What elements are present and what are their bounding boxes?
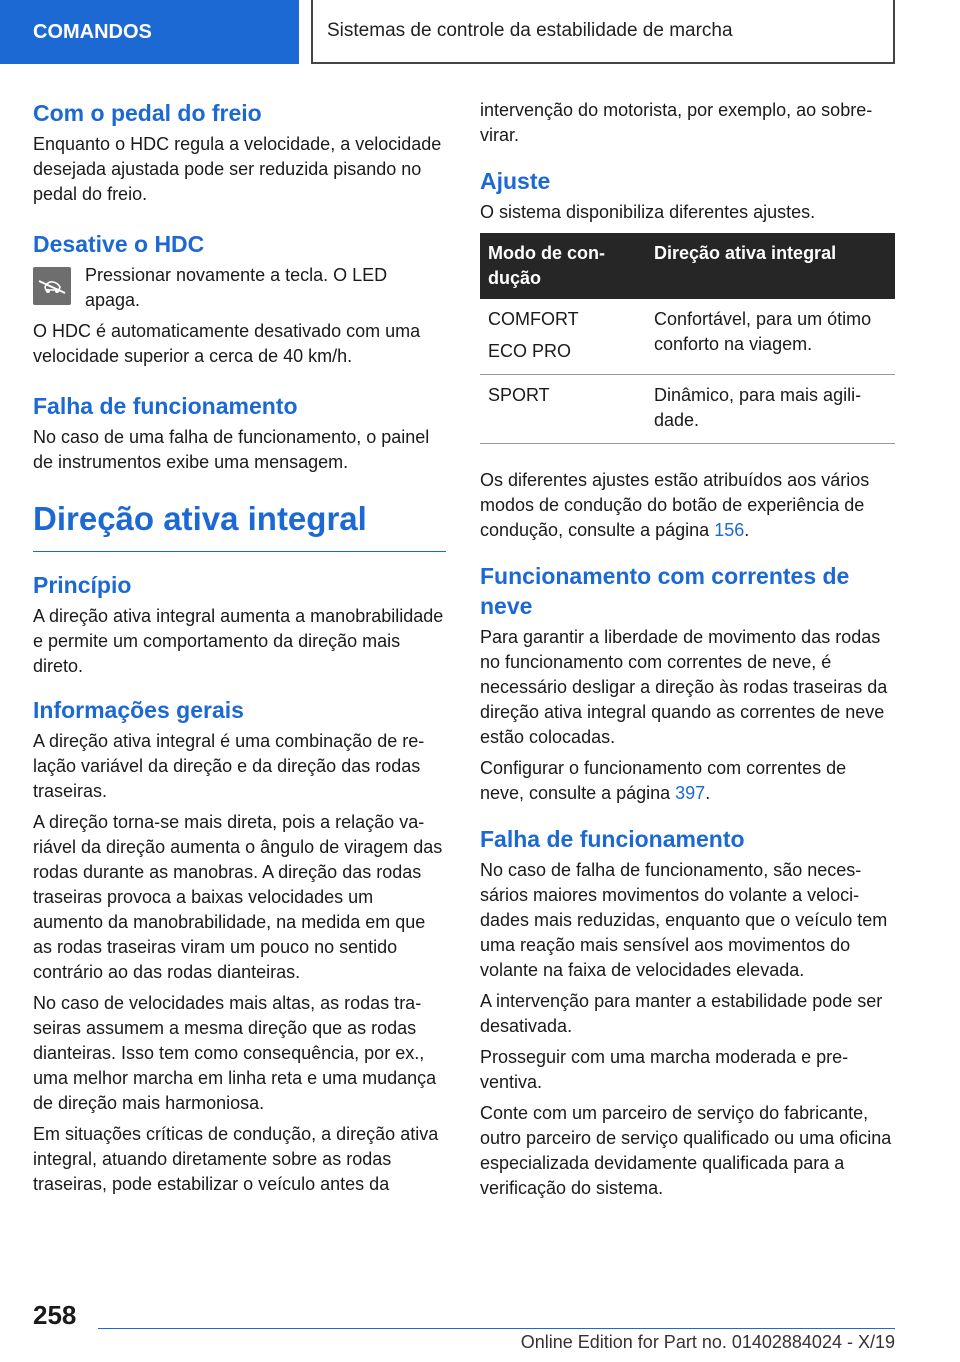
- page-link-156[interactable]: 156: [714, 520, 745, 540]
- table-header: Direção ativa integral: [646, 233, 895, 299]
- table-row: [480, 299, 895, 375]
- mode-label: COMFORT: [488, 309, 579, 329]
- heading-malfunction: Falha de funcionamento: [33, 393, 298, 419]
- paragraph: Enquanto o HDC regula a velocidade, a velocidade desejada ajustada pode ser reduzida pisando no pedal do freio.: [33, 134, 442, 204]
- heading-brake-pedal: Com o pedal do freio: [33, 100, 262, 126]
- text: Configurar o funcionamento com correntes de neve, consulte a página: [480, 758, 847, 803]
- text: Os diferentes ajustes estão atribuídos aos vários modos de condução do botão de experiência de condução, consulte a página: [480, 470, 870, 540]
- heading-malfunction-2: Falha de funcionamento: [480, 826, 745, 852]
- chapter-title: Sistemas de controle da estabilidade de marcha: [327, 20, 733, 41]
- paragraph: No caso de velocidades mais altas, as rodas traseiras assumem a mesma direção que as rodas dianteiras. Isso tem como consequência, por ex., uma melhor marcha em linha reta e uma mudança de direção mais harmoniosa.: [33, 993, 437, 1113]
- paragraph: O HDC é automaticamente desativado com uma velocidade superior a cerca de 40 km/h.: [33, 321, 421, 366]
- paragraph: A direção ativa integral é uma combinação de relação variável da direção e da direção das rodas traseiras.: [33, 731, 425, 801]
- heading-principle: Princípio: [33, 572, 132, 598]
- table-header: Modo de condução: [480, 233, 646, 299]
- table-cell: [480, 299, 646, 375]
- paragraph: No caso de uma falha de funcionamento, o painel de instrumentos exibe uma mensagem.: [33, 427, 430, 472]
- table-header-row: [480, 233, 895, 299]
- paragraph: Para garantir a liberdade de movimento das rodas no funcionamento com correntes de neve, é necessário desligar a direção às rodas traseiras da direção ativa integral quando as correntes de neve estão colocadas.: [480, 627, 888, 747]
- paragraph: No caso de falha de funcionamento, são necessários maiores movimentos do volante a velocidades mais reduzidas, enquanto que o veículo tem uma reação mais sensível aos movimentos do volante na faixa de velocidades elevada.: [480, 860, 888, 980]
- mode-label: ECO PRO: [488, 341, 572, 361]
- paragraph: Prosseguir com uma marcha moderada e preventiva.: [480, 1047, 849, 1092]
- heading-snow-chains: Funcionamento com correntes de neve: [480, 563, 850, 619]
- table-cell: Dinâmico, para mais agilidade.: [646, 375, 895, 444]
- paragraph: [480, 756, 895, 806]
- table-cell: Confortável, para um ótimo conforto na viagem.: [646, 299, 895, 375]
- paragraph: A intervenção para manter a estabilidade pode ser desativada.: [480, 991, 883, 1036]
- text: .: [744, 520, 750, 540]
- settings-table: [480, 233, 895, 444]
- paragraph: Conte com um parceiro de serviço do fabricante, outro parceiro de serviço qualificado ou uma oficina especializada devidamente qualificada para a verificação do sistema.: [480, 1103, 892, 1198]
- icon-instruction-text: Pressionar novamente a tecla. O LED apaga.: [85, 265, 388, 310]
- paragraph: [480, 468, 895, 543]
- table-row: [480, 375, 895, 444]
- paragraph: O sistema disponibiliza diferentes ajustes.: [480, 202, 816, 222]
- paragraph: intervenção do motorista, por exemplo, ao sobrevirar.: [480, 100, 873, 145]
- right-column: [480, 98, 895, 1207]
- footer-divider: [98, 1328, 895, 1329]
- left-column: [33, 98, 446, 1203]
- hill-descent-control-icon: [33, 267, 71, 305]
- chapter-heading-wrap: [33, 497, 446, 552]
- section-label: COMANDOS: [33, 20, 152, 43]
- heading-general-info: Informações gerais: [33, 697, 244, 723]
- chapter-title-box: [311, 0, 895, 64]
- text: .: [705, 783, 711, 803]
- page-number: 258: [33, 1300, 77, 1330]
- section-tab: [0, 0, 299, 64]
- paragraph: A direção torna-se mais direta, pois a relação variável da direção aumenta o ângulo de viragem das rodas durante as manobras. A direção das rodas traseiras provoca a baixas velocidades um aumento da manobrabilidade, na medida em que as rodas traseiras viram um pouco no sentido contrário ao das rodas dianteiras.: [33, 812, 443, 982]
- heading-settings: Ajuste: [480, 168, 551, 194]
- icon-instruction: [33, 263, 446, 313]
- paragraph: A direção ativa integral aumenta a manobrabilidade e permite um comportamento da direção mais direto.: [33, 606, 444, 676]
- chapter-heading: Direção ativa integral: [33, 500, 367, 537]
- heading-deactivate-hdc: Desative o HDC: [33, 231, 205, 257]
- table-cell: SPORT: [480, 375, 646, 444]
- paragraph: Em situações críticas de condução, a direção ativa integral, atuando diretamente sobre as rodas traseiras, pode estabilizar o veículo antes da: [33, 1124, 439, 1194]
- page-link-397[interactable]: 397: [675, 783, 706, 803]
- footer-edition: Online Edition for Part no. 01402884024 - X/19: [520, 1332, 895, 1352]
